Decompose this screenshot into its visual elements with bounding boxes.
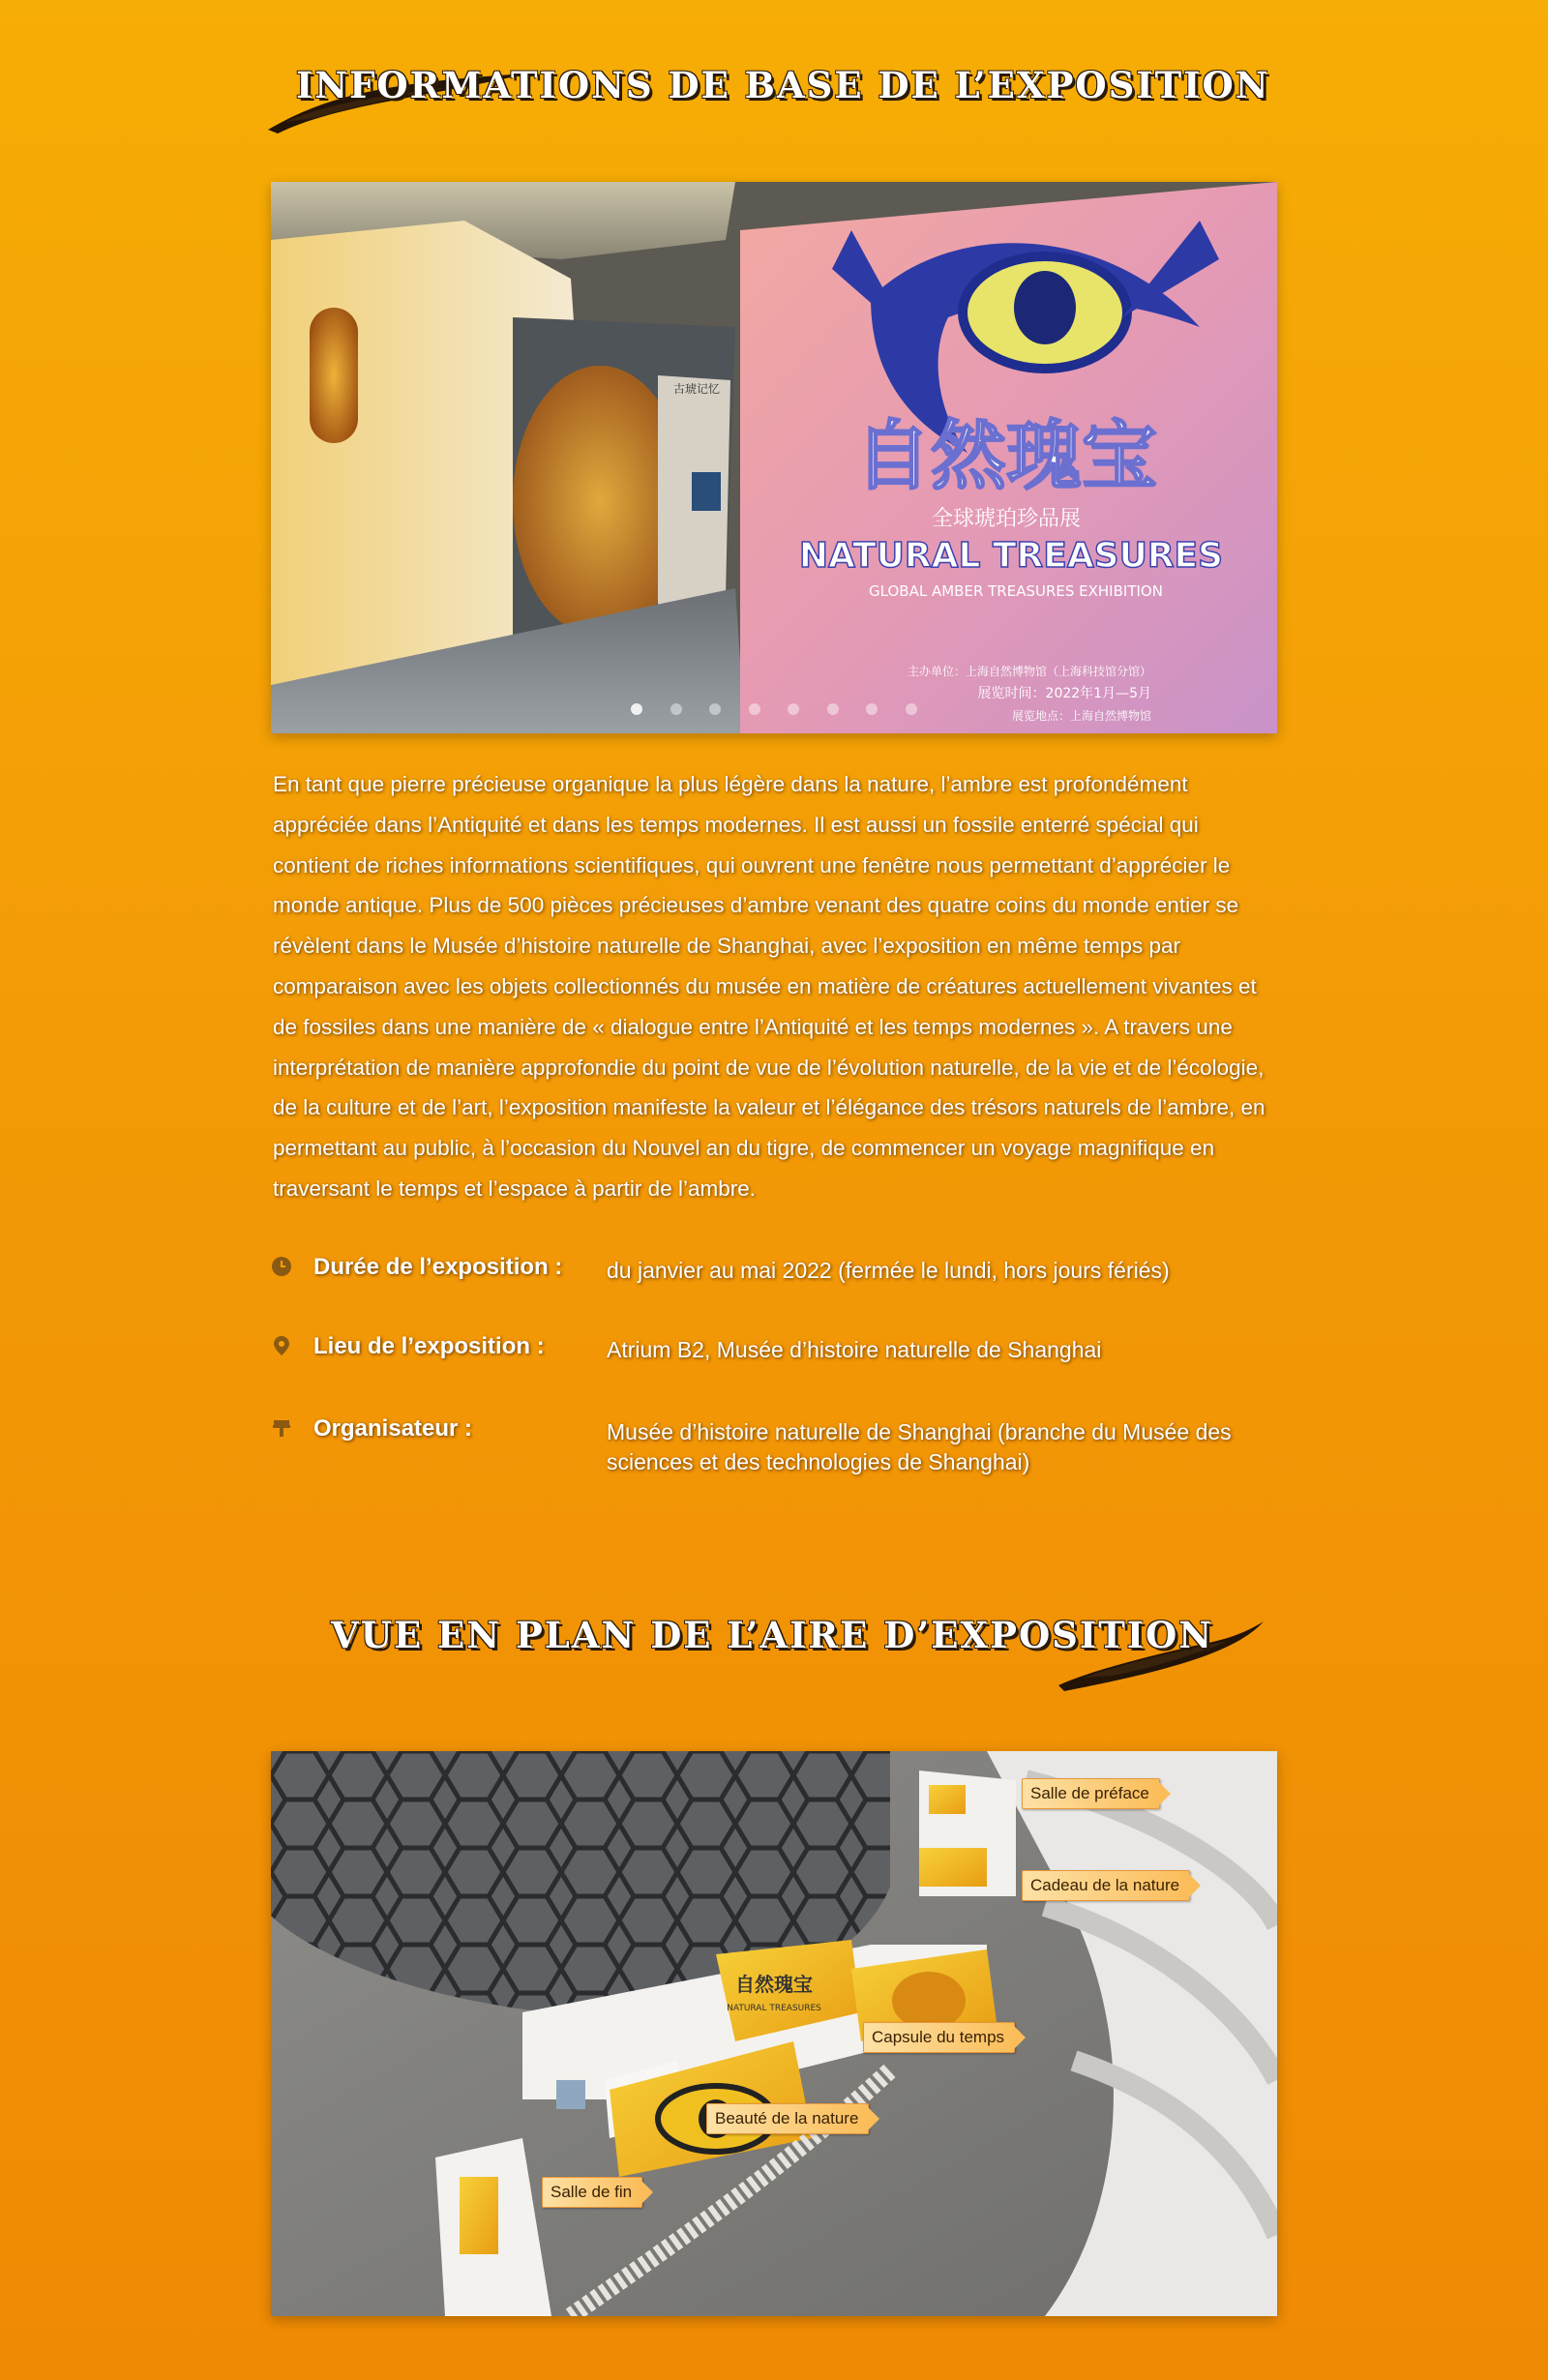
section-title-text: INFORMATIONS DE BASE DE L’EXPOSITION	[296, 64, 1270, 106]
info-value: Atrium B2, Musée d’histoire naturelle de Shanghai	[607, 1337, 1102, 1362]
info-label: Lieu de l’exposition :	[313, 1333, 545, 1359]
poster-chinese-title: 自然瑰宝	[854, 413, 1158, 500]
info-row-organizer	[271, 1415, 1277, 1473]
carousel-dot[interactable]	[906, 703, 917, 715]
poster-info-line3: 展览地点：上海自然博物馆	[1011, 709, 1151, 723]
carousel-dot[interactable]	[670, 703, 682, 715]
carousel-dot[interactable]	[866, 703, 878, 715]
floor-plan-tag-preface[interactable]: Salle de préface	[1022, 1778, 1160, 1809]
floor-plan-tag-beauty-of-nature[interactable]: Beauté de la nature	[706, 2103, 869, 2134]
carousel-dot[interactable]	[827, 703, 839, 715]
poster-english-subtitle: GLOBAL AMBER TREASURES EXHIBITION	[869, 582, 1163, 600]
entrance-photo-illustration	[271, 182, 1277, 733]
info-row-duration	[271, 1254, 1277, 1312]
carousel-dot[interactable]	[749, 703, 760, 715]
carousel-dot[interactable]	[709, 703, 721, 715]
info-value: du janvier au mai 2022 (fermée le lundi, hors jours fériés)	[607, 1258, 1170, 1283]
poster-info-line2: 展览时间：2022年1月—5月	[977, 686, 1151, 701]
info-row-location	[271, 1333, 1277, 1391]
info-label: Organisateur :	[313, 1415, 473, 1442]
info-value: Musée d’histoire naturelle de Shanghai (branche du Musée des sciences et des technologies de Shanghai)	[607, 1419, 1232, 1474]
carousel-dot[interactable]	[788, 703, 799, 715]
section-title-basic-info	[0, 50, 1548, 137]
floor-plan-tag-gift-of-nature[interactable]: Cadeau de la nature	[1022, 1870, 1190, 1901]
location-pin-icon	[271, 1335, 292, 1356]
plan-poster-subtitle: NATURAL TREASURES	[727, 2004, 821, 2013]
exhibition-floor-plan-image	[271, 1751, 1277, 2316]
floor-plan-illustration	[271, 1751, 1277, 2316]
exhibition-entrance-photo	[271, 182, 1277, 733]
poster-english-title: NATURAL TREASURES	[798, 536, 1224, 576]
exhibition-description: En tant que pierre précieuse organique la plus légère dans la nature, l’ambre est profondément appréciée dans l’Antiquité et dans les temps modernes. Il est aussi un fossile enterré spécial qui contient de riches informations scientifiques, qui ouvrent une fenêtre nous permettant d’apprécier le monde antique. Plus de 500 pièces précieuses d’ambre venant des quatre coins du monde entier se révèlent dans le Musée d’histoire naturelle de Shanghai, avec l’exposition en même temps par comparaison avec les objets collectionnés du musée en matière de créatures actuellement vivantes et de fossiles dans une manière de « dialogue entre l’Antiquité et les temps modernes ». A travers une interprétation de manière approfondie du point de vue de l’évolution naturelle, de la vie et de l’écologie, de la culture et de l’art, l’exposition manifeste la valeur et l’élégance des trésors naturels de l’ambre, en permettant au public, à l’occasion du Nouvel an du tigre, de commencer un voyage magnifique en traversant le temps et l’espace à partir de l’ambre.	[273, 772, 1265, 1201]
floor-plan-tag-final-hall[interactable]: Salle de fin	[542, 2177, 642, 2208]
wall-label: 古琥记忆	[672, 382, 721, 396]
clock-icon	[271, 1256, 292, 1277]
carousel-dots[interactable]	[271, 702, 1277, 720]
organizer-icon	[271, 1417, 292, 1439]
poster-chinese-subtitle: 全球琥珀珍品展	[931, 507, 1082, 531]
section-title-text: VUE EN PLAN DE L’AIRE D’EXPOSITION	[331, 1614, 1214, 1656]
info-label: Durée de l’exposition :	[313, 1254, 563, 1280]
poster-info-line1: 主办单位：上海自然博物馆（上海科技馆分馆）	[907, 665, 1151, 678]
section-title-floor-plan	[0, 1606, 1548, 1693]
carousel-dot[interactable]	[631, 703, 642, 715]
floor-plan-tag-time-capsule[interactable]: Capsule du temps	[863, 2022, 1015, 2053]
plan-poster-title: 自然瑰宝	[735, 1973, 813, 1996]
